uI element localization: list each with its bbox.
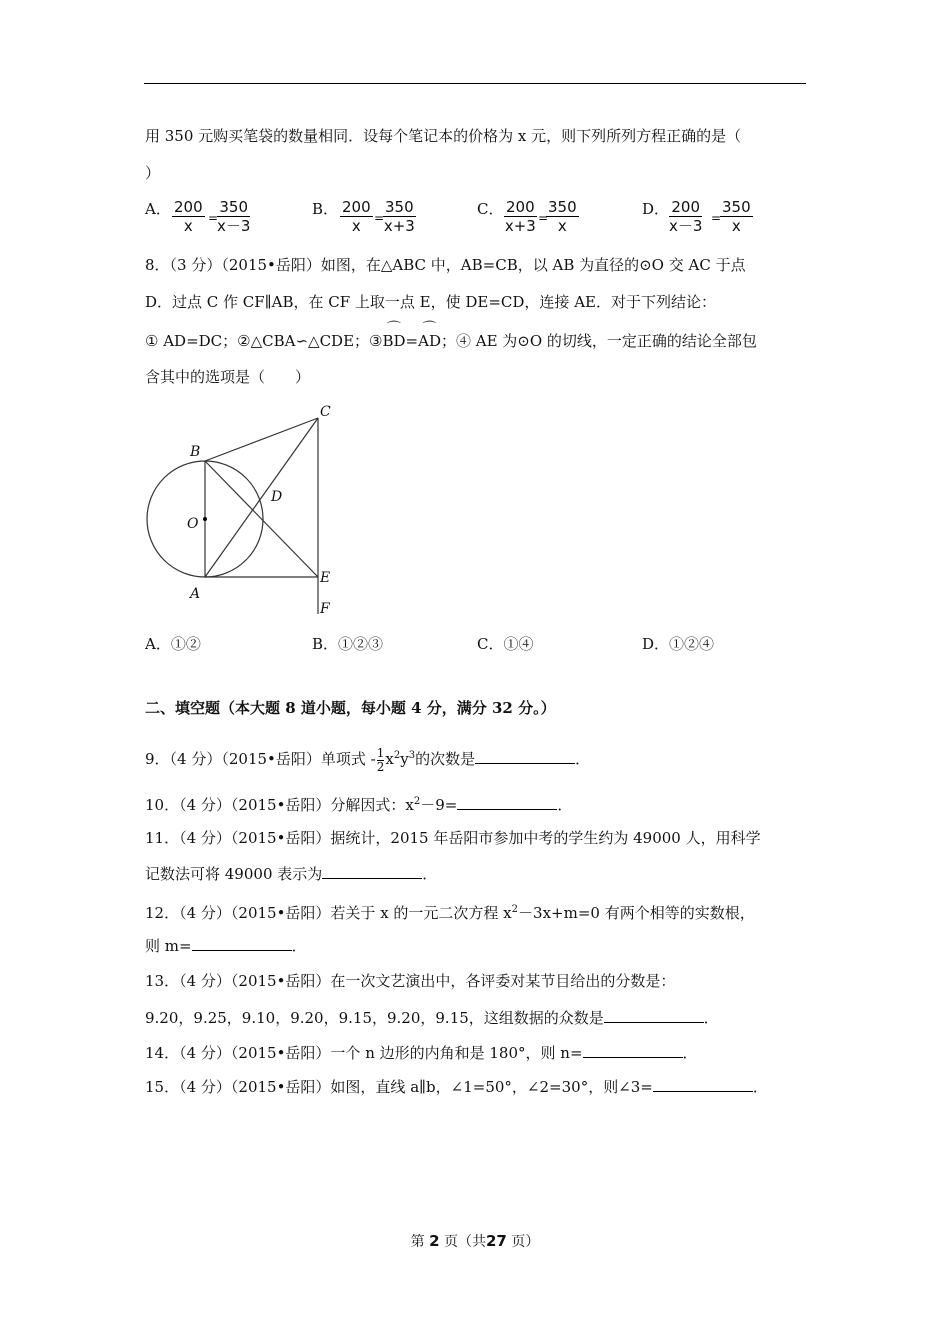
q11-text-line1: 11．（4 分）（2015•岳阳）据统计，2015 年岳阳市参加中考的学生约为 49000 人，用科学 [145, 829, 761, 847]
fraction: $\frac{350}{x}$ [548, 198, 577, 235]
answer-blank[interactable] [604, 1008, 704, 1023]
fraction: $\frac{350}{x}$ [722, 198, 751, 235]
q7-text-line2: ） [145, 164, 161, 182]
q13-text-line2: 9.20，9.25，9.10，9.20，9.15，9.20，9.15，这组数据的众数是 ． [145, 1009, 719, 1027]
segment-bd-e [205, 461, 318, 577]
page-number: 2 [429, 1232, 440, 1250]
arc-ad: ⌒ AD [418, 331, 441, 351]
label-c: C [320, 404, 331, 420]
q11-text-line2: 记数法可将 49000 表示为 ． [145, 865, 438, 883]
q8-text-line3: ① AD=DC；②△CBA∽△CDE；③⌒ BD=⌒ AD；④ AE 为⊙O 的切线，一定正确的结论全部包 [145, 331, 757, 351]
q8-text-line2: D．过点 C 作 CF∥AB，在 CF 上取一点 E，使 DE=CD，连接 AE．对于下列结论： [145, 293, 716, 311]
option-label: D． [642, 200, 670, 218]
fraction: $\frac{200}{x}$ [342, 198, 371, 235]
label-a: A [190, 586, 201, 602]
label-o: O [187, 516, 199, 532]
q9-text: 9．（4 分）（2015•岳阳）单项式 - $\frac{1}{2}x^2y^3$的次数是 ． [145, 745, 591, 774]
q7-text-line1: 用 350 元购买笔袋的数量相同．设每个笔记本的价格为 x 元，则下列所列方程正确的是（ [145, 127, 742, 145]
q13-text-line1: 13．（4 分）（2015•岳阳）在一次文艺演出中，各评委对某节目给出的分数是： [145, 972, 676, 990]
option-label: C． [477, 200, 504, 218]
q12-text-line1: 12．（4 分）（2015•岳阳）若关于 x 的一元二次方程 $x^2-3x+m=0$ 有两个相等的实数根， [145, 904, 755, 922]
q8-option-b: B．①②③ [312, 635, 384, 653]
q8-text-line1: 8．（3 分）（2015•岳阳）如图，在△ABC 中，AB=CB，以 AB 为直径的⊙O 交 AC 于点 [145, 256, 746, 274]
fraction: $\frac{200}{x-3}$ [669, 198, 703, 235]
equals-sign: = [711, 211, 722, 225]
fraction: $\frac{200}{x+3}$ [504, 198, 536, 235]
q8-option-a: A．①② [145, 635, 201, 653]
q14-text: 14．（4 分）（2015•岳阳）一个 n 边形的内角和是 180°，则 n= ． [145, 1044, 698, 1062]
q8-option-c: C．①④ [477, 635, 534, 653]
answer-blank[interactable] [583, 1043, 683, 1058]
fraction: $\frac{200}{x}$ [174, 198, 203, 235]
fraction-one-half: $\frac{1}{2}$ [376, 745, 385, 774]
fraction: $\frac{350}{x+3}$ [383, 198, 415, 235]
q8-option-d: D．①②④ [642, 635, 715, 653]
answer-blank[interactable] [192, 936, 292, 951]
fraction: $\frac{350}{x-3}$ [217, 198, 251, 235]
arc-bd: ⌒ BD [382, 331, 405, 351]
equals-sign: = [374, 211, 385, 225]
option-label: B． [312, 200, 339, 218]
equals-sign: = [538, 211, 549, 225]
label-e: E [320, 570, 331, 586]
section-title: 二、填空题（本大题 8 道小题，每小题 4 分，满分 32 分。） [145, 699, 556, 717]
segment-bc [205, 418, 318, 461]
equals-sign: = [208, 211, 219, 225]
point-o [203, 517, 207, 521]
page-footer: 第 2 页（共27 页） [410, 1232, 540, 1250]
q8-geometry-figure [140, 400, 340, 625]
q8-text-line4: 含其中的选项是（ ） [145, 368, 311, 386]
answer-blank[interactable] [653, 1077, 753, 1092]
label-f: F [320, 601, 330, 617]
segment-ac [205, 418, 318, 577]
q12-text-line2: 则 m= ． [145, 937, 307, 955]
label-d: D [271, 489, 283, 505]
q15-text: 15．（4 分）（2015•岳阳）如图，直线 a∥b，∠1=50°，∠2=30°，则∠3= ． [145, 1078, 768, 1096]
answer-blank[interactable] [457, 795, 557, 810]
header-rule [144, 83, 806, 84]
answer-blank[interactable] [475, 749, 575, 764]
option-label: A． [145, 200, 171, 218]
q10-text: 10．（4 分）（2015•岳阳）分解因式：$x^2-9=$ ． [145, 796, 573, 814]
label-b: B [190, 444, 201, 460]
page-total: 27 [486, 1232, 507, 1250]
answer-blank[interactable] [322, 864, 422, 879]
